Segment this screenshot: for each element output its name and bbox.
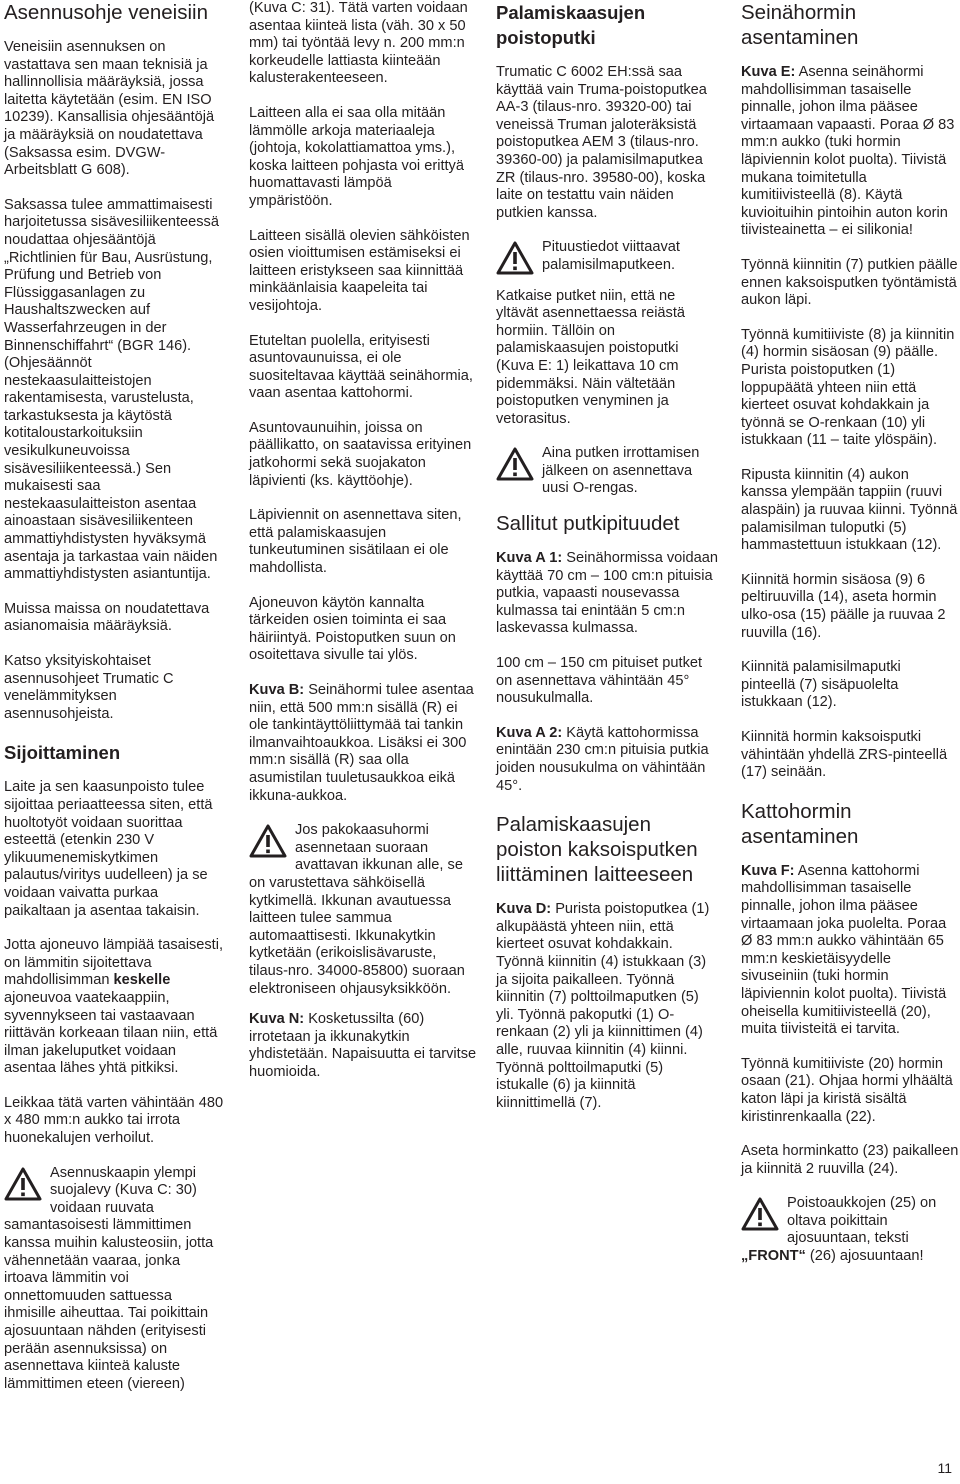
warning-note: Asennuskaapin ylempi suojalevy (Kuva C: 30) voidaan ruuvata samantasoisesti lämmittimen kanssa muihin kalusteosiin, jotta vähennetään vaaraa, jonka irtoava lämmitin voi onnettomuuden sattuessa ihmisille aiheuttaa. Tai poikittain ajosuuntaan nähden (erityisesti perään asennuksissa) on asennettava kiinteä kaluste lämmittimen eteen (viereen) xyxy=(4,1164,214,1392)
column-4 xyxy=(741,0,959,1279)
paragraph: Kiinnitä hormin sisäosa (9) 6 peltiruuvilla (14), aseta hormin ulko-osa (15) päälle ja ruuvaa 2 ruuvilla (16). xyxy=(741,571,946,641)
paragraph: Laitteen sisällä olevien sähköisten osien vioittumisen estämiseksi ei laitteen eristykseen saa kiinnittää minkäänlaisia kaapeleita tai vesijohtoja. xyxy=(249,227,470,314)
paragraph: Jotta ajoneuvo lämpiää tasaisesti, on lämmitin sijoitettava mahdollisimman keskelle ajoneuvoa vaatekaappiin, syvennykseen tai vastaavaan riittävän korkeaan tilaan niin, että ilman jakeluputket voidaan asentaa lähes yhtä pitkiksi. xyxy=(4,937,224,1077)
warning-icon xyxy=(249,824,287,858)
paragraph: Kuva D: Purista poistoputkea (1) alkupäästä yhteen niin, että kierteet osuvat kohdakkain. Työnnä kiinnitin (4) istukkaan (3) ja sijoita paikalleen. Työnnä kiinnitin (7) polttoilmaputken (5) yli. Työnnä pakoputki (1) O-renkaan (2) yli ja kiinnittimen (4) alle, ruuvaa kiinnitin (4) kiinni. Työnnä polttoilmaputki (5) istukalle (6) ja kiinnitä kiinnittimellä (7). xyxy=(496,901,710,1111)
section-title-seinahormi: Seinähormin asentaminen xyxy=(741,1,859,49)
paragraph: Saksassa tulee ammattimaisesti harjoitetussa sisävesiliikenteessä noudattaa ohjesääntöjä „Richtlinien für Bau, Ausrüstung, Prüfung und Betrieb von Flüssiggasanlagen zu Haushaltszwecken auf Wasserfahrzeugen in der Binnenschiffahrt“ (BGR 146). (Ohjesäännöt nestekaasulaitteistojen rakentamisesta, varustelusta, tarkastuksesta ja käytöstä kotitaloustarkoituksiin vesikulkuneuvoissa sisävesiliikenteessä.) Sen mukaisesti saa nestekaasulaitteiston asentaa ainoastaan sisävesiliikenteen ammattiyhdistysten hyväksymä asentaja ja tarkastaa vain näiden ammattiyhdistysten asiantuntija. xyxy=(4,196,219,583)
paragraph: Veneisiin asennuksen on vastattava sen maan teknisiä ja hallinnollisia määräyksiä, jossa laitetta käytetään (esim. EN ISO 10239). Kansallisia ohjesääntöjä ja määräyksiä on noudatettava (Saksassa esim. DVGW-Arbeitsblatt G 608). xyxy=(4,39,215,179)
warning-note: Poistoaukkojen (25) on oltava poikittain ajosuuntaan, teksti „FRONT“ (26) ajosuuntaan! xyxy=(741,1195,937,1265)
paragraph: Kuva A 2: Käytä kattohormissa enintään 230 cm:n pituisia putkia joiden nousukulma on vähintään 45°. xyxy=(496,724,709,794)
section-title-asennusohje: Asennusohje veneisiin xyxy=(4,1,208,24)
paragraph: Leikkaa tätä varten vähintään 480 x 480 mm:n aukko tai irrota huonekalujen verhoilut. xyxy=(4,1094,224,1147)
section-title-poistoputki: Palamiskaasujen poistoputki xyxy=(496,2,646,48)
page-number: 11 xyxy=(937,1460,952,1476)
warning-icon xyxy=(741,1197,779,1231)
column-1 xyxy=(4,0,224,1406)
paragraph: Työnnä kumitiiviste (20) hormin osaan (21). Ohjaa hormi ylhäältä katon läpi ja kiristä sisältä kiristinrenkaalla (22). xyxy=(741,1055,953,1125)
paragraph: Kiinnitä palamisilmaputki pinteellä (7) sisäpuolelta istukkaan (12). xyxy=(741,659,901,711)
section-title-sallitut: Sallitut putkipituudet xyxy=(496,512,680,536)
paragraph: Kiinnitä hormin kaksoisputki vähintään yhdellä ZRS-pinteellä (17) seinään. xyxy=(741,729,948,781)
paragraph: Laitteen alla ei saa olla mitään lämmölle arkoja materiaaleja (johtoja, kokolattiamattoa yms.), koska laitteen pohjasta voi erittyä huomattavasti lämpöä ympäristöön. xyxy=(249,104,464,209)
paragraph: Etuteltan puolella, erityisesti asuntovaunuissa, ei ole suositeltavaa käyttää seinähormia, vaan asentaa kattohormi. xyxy=(249,332,473,402)
paragraph: (Kuva C: 31). Tätä varten voidaan asentaa kiinteä lista (väh. 30 x 50 mm) tai työntää levy n. 200 mm:n korkeudelle lattiasta kiinteään kalusterakenteeseen. xyxy=(249,0,468,87)
paragraph: Kuva A 1: Seinähormissa voidaan käyttää 70 cm – 100 cm:n pituisia putkia, vapaasti nousevassa kulmassa tai enintään 5 cm:n laskevassa kulmassa. xyxy=(496,550,718,637)
paragraph: Kuva E: Asenna seinähormi mahdollisimman tasaiselle pinnalle, johon ilma pääsee virtaamaan vapaasti. Poraa Ø 83 mm:n aukko (tuki hormin läpiviennin kolot puolta). Tiivistä mukana toimitetulla kumitiivisteellä (8). Käytä kuvioituihin pintoihin auton korin tiivisteainetta – ei silikonia! xyxy=(741,64,955,239)
warning-note: Aina putken irrottamisen jälkeen on asennettava uusi O-rengas. xyxy=(496,445,718,498)
paragraph: Laite ja sen kaasunpoisto tulee sijoittaa periaatteessa siten, että huoltotyöt voidaan suorittaa esteettä (etenkin 230 V ylikuumenemiskytkimen palautus/viritys uudelleen) ja se voidaan vaivatta purkaa paikaltaan ja asentaa takaisin. xyxy=(4,779,213,919)
paragraph: Ajoneuvon käytön kannalta tärkeiden osien toiminta ei saa häiriintyä. Poistoputken suun on osoitettava sivulle tai ylös. xyxy=(249,594,456,664)
warning-icon xyxy=(496,241,534,275)
section-title-kaksoisputki: Palamiskaasujen poiston kaksoisputken liittäminen laitteeseen xyxy=(496,813,698,887)
paragraph: Muissa maissa on noudatettava asianomaisia määräyksiä. xyxy=(4,600,210,635)
warning-note: Pituustiedot viittaavat palamisilmaputkeen. xyxy=(496,239,718,274)
warning-icon xyxy=(496,447,534,481)
column-2 xyxy=(249,0,479,1098)
paragraph: Läpiviennit on asennettava siten, että palamiskaasujen tunkeutuminen sisätilaan ei ole mahdollista. xyxy=(249,507,462,577)
warning-note: Jos pakokaasuhormi asennetaan suoraan avattavan ikkunan alle, se on varustettava sähköisellä kytkimellä. Ikkunan avautuessa laitteen tulee sammua automaattisesti. Ikkunakytkin kytketään (erikoislisävaruste, tilaus-nro. 34000-85800) suoraan elektroniseen ohjausyksikköön. xyxy=(249,822,465,997)
paragraph: Katkaise putket niin, että ne yltävät asennettaessa reiästä hormiin. Tällöin on palamiskaasujen poistoputki (Kuva E: 1) leikattava 10 cm pidemmäksi. Näin vältetään poistoputken venyminen ja vetorasitus. xyxy=(496,287,686,427)
section-title-sijoittaminen: Sijoittaminen xyxy=(4,742,121,764)
paragraph: Asuntovaunuihin, joissa on päällikatto, on saatavissa erityinen jatkohormi sekä suojakaton läpivienti (ks. käyttöohje). xyxy=(249,419,472,489)
warning-icon xyxy=(4,1167,42,1201)
paragraph: Kuva N: Kosketussilta (60) irrotetaan ja ikkunakytkin yhdistetään. Napaisuutta ei tarvitse huomioida. xyxy=(249,1011,477,1080)
paragraph: 100 cm – 150 cm pituiset putket on asennettava vähintään 45° nousukulmalla. xyxy=(496,655,703,707)
column-3 xyxy=(496,0,718,1129)
paragraph: Trumatic C 6002 EH:ssä saa käyttää vain Truma-poistoputkea AA-3 (tilaus-nro. 39320-00) tai veneissä Truman jaloteräksistä poistoputkea AEM 3 (tilaus-nro. 39360-00) ja palamisilmaputkea ZR (tilaus-nro. 39580-00), koska laite on testattu vain näiden putkien kanssa. xyxy=(496,64,707,221)
paragraph: Katso yksityiskohtaiset asennusohjeet Trumatic C venelämmityksen asennusohjeista. xyxy=(4,653,174,722)
paragraph: Työnnä kiinnitin (7) putkien päälle ennen kaksoisputken työntämistä aukon läpi. xyxy=(741,256,958,309)
paragraph: Kuva F: Asenna kattohormi mahdollisimman tasaiselle pinnalle, johon ilma pääsee virtaamaan joka puolelta. Poraa Ø 83 mm:n aukko vähintään 65 mm:n keskietäisyydelle sivuseiniin (tuki hormin läpiviennin kolot puolta). Tiivistä oheisella kumitiivisteellä (20), muita tiivisteitä ei tarvita. xyxy=(741,862,947,1038)
paragraph: Ripusta kiinnitin (4) aukon kanssa ylempään tappiin (ruuvi alaspäin) ja ruuvaa kiinni. Työnnä palamisilman tuloputki (5) hammastettuun istukkaan (12). xyxy=(741,466,958,554)
section-title-kattohormi: Kattohormin asentaminen xyxy=(741,799,859,848)
paragraph: Työnnä kumitiiviste (8) ja kiinnitin (4) hormin sisäosan (9) päälle. Purista poistoputken (1) loppupäätä yhteen niin että kierteet osuvat kohdakkain ja työnnä se O-renkaan (10) yli istukkaan (11 – taite ylöspäin). xyxy=(741,326,955,449)
paragraph: Aseta horminkatto (23) paikalleen ja kiinnitä 2 ruuvilla (24). xyxy=(741,1143,959,1177)
paragraph: Kuva B: Seinähormi tulee asentaa niin, että 500 mm:n sisällä (R) ei ole tankintäyttöliittymää tai tankin ilmanvaihtoaukkoa. Lisäksi ei 300 mm:n sisällä (R) saa olla asumistilan tuuletusaukkoa eikä ikkuna-aukkoa. xyxy=(249,682,474,804)
